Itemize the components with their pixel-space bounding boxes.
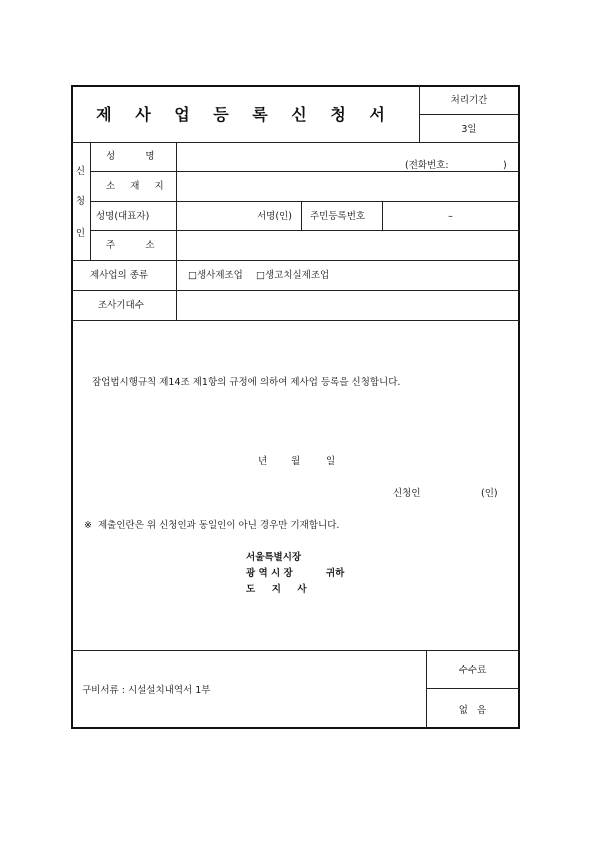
recipient-seoul: 서울특별시장 [246,552,302,563]
fee-divider [426,650,427,728]
fee-value: 없 음 [458,705,487,716]
applicant-side-char-1: 신 [75,166,86,177]
row-line-6 [71,320,520,321]
business-type-label: 제사업의 종류 [90,270,149,281]
recipient-province: 도 지 사 [246,584,307,595]
business-type-option-silk[interactable]: □생사제조업 [188,270,243,281]
resident-no-value: – [448,211,453,222]
signature-label: 서명(인) [257,211,292,222]
rep-name-label: 성명(대표자) [96,211,150,222]
signature-divider [301,201,302,230]
processing-period-label: 처리기간 [450,95,488,106]
border-bottom [71,727,520,729]
business-type-option-cocoon[interactable]: □생고치실제조업 [256,270,330,281]
fee-label: 수수료 [458,665,487,676]
applicant-seal-label: (인) [481,488,498,499]
phone-label: (전화번호: ) [405,160,507,171]
location-label: 소 재 지 [106,181,164,192]
name-label: 성 명 [106,151,155,162]
address-label: 주 소 [106,240,155,251]
row-line-1 [90,171,520,172]
border-top [71,85,520,87]
date-year: 년 [258,456,268,467]
recipient-suffix: 귀하 [326,568,345,579]
header-bottom-line [71,142,520,143]
processing-divider [419,114,519,115]
processing-period-value: 3일 [461,124,477,135]
submitter-note: ※ 제출인란은 위 신청인과 동일인이 아닌 경우만 기재합니다. [84,520,340,531]
applicant-side-char-3: 인 [75,228,86,239]
date-month: 월 [291,456,301,467]
row-line-5 [71,290,520,291]
border-left [71,85,73,728]
form-title: 제 사 업 등 록 신 청 서 [96,105,394,124]
applicant-side-char-2: 청 [75,196,86,207]
machine-count-label: 조사기대수 [98,300,144,311]
statement-bottom-line [71,650,520,651]
row-line-2 [90,201,520,202]
application-statement: 잠업법시행규칙 제14조 제1항의 규정에 의하여 제사업 등록을 신청합니다. [92,377,401,388]
resident-no-label: 주민등록번호 [310,211,366,222]
row-line-4 [71,260,520,261]
applicant-signature-label: 신청인 [393,488,421,499]
fee-middle-line [426,688,520,689]
label-column-divider [176,142,177,320]
required-documents: 구비서류 : 시설설치내역서 1부 [82,685,211,696]
recipient-metro: 광 역 시 장 [246,568,293,579]
border-right [518,85,520,728]
row-line-3 [90,230,520,231]
date-day: 일 [326,456,336,467]
